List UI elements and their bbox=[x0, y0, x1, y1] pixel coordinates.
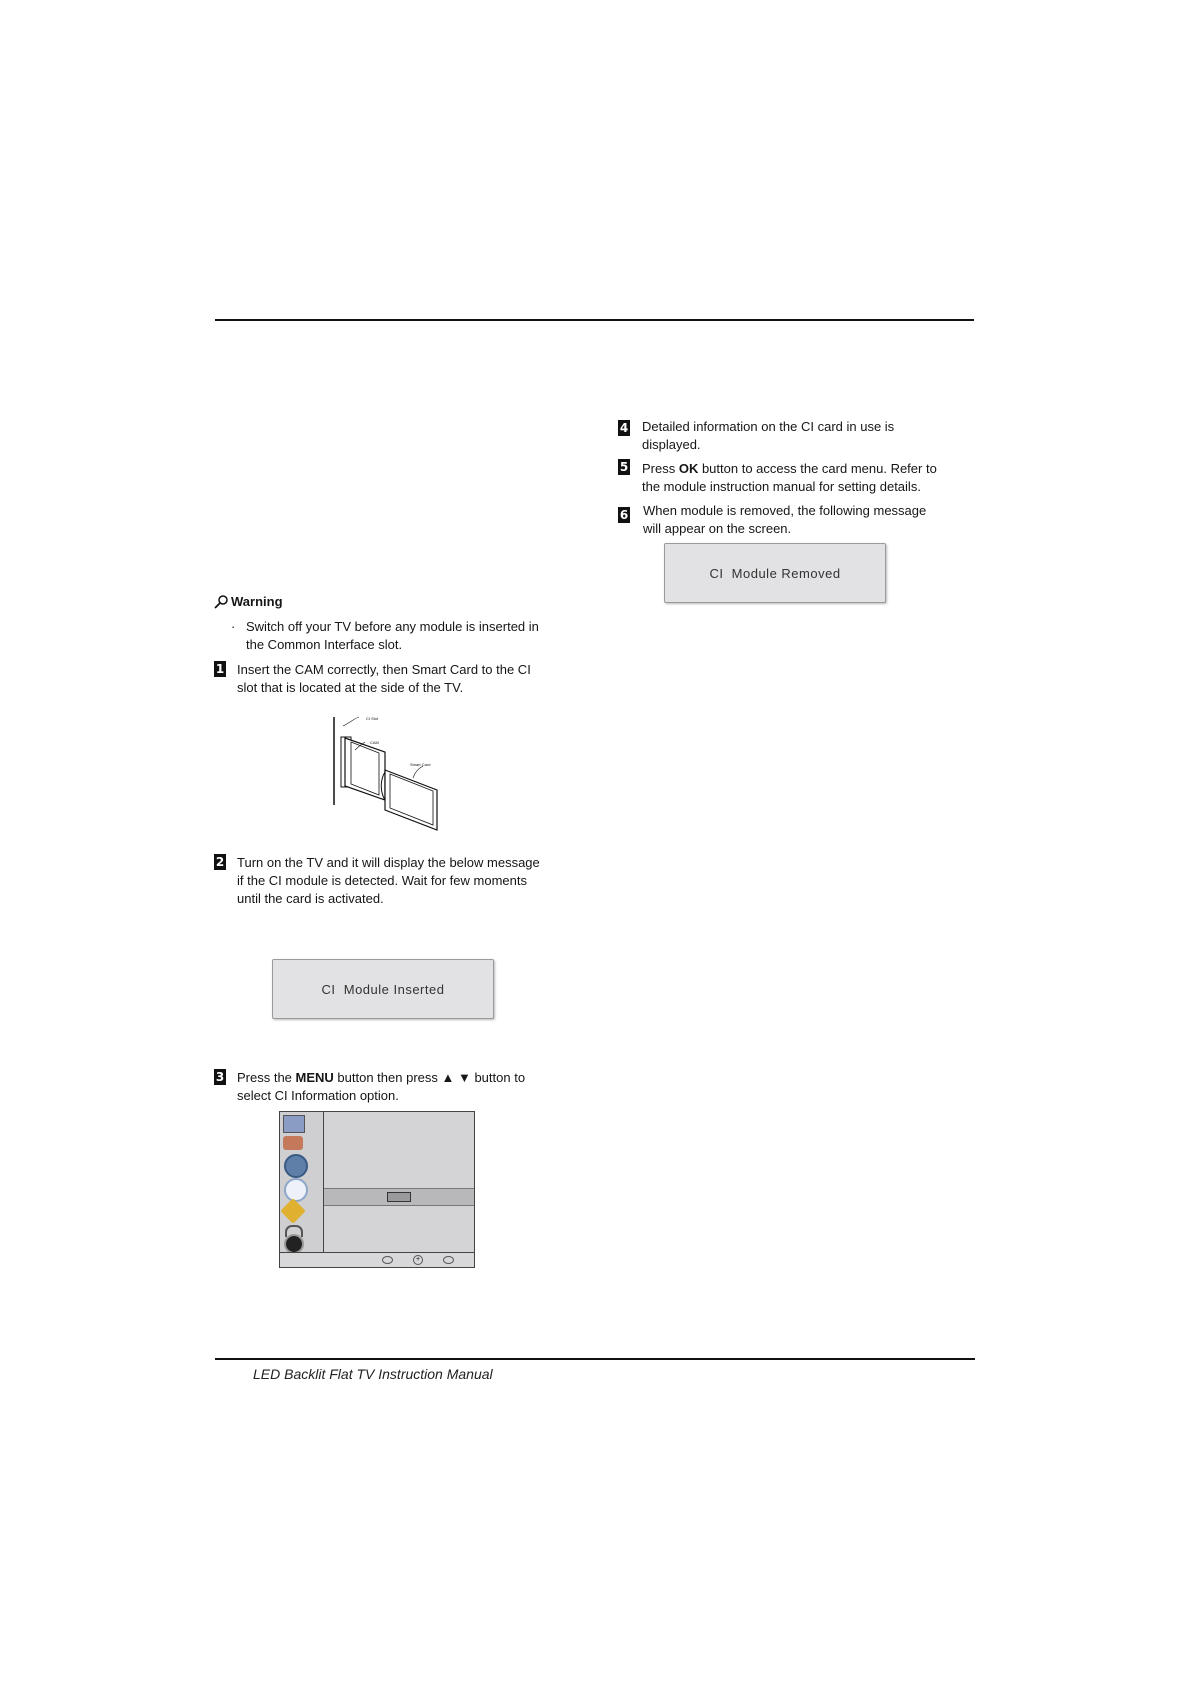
osd-removed-text: CI Module Removed bbox=[709, 565, 841, 581]
step-3-post: button then press ▲ ▼ button to bbox=[333, 1070, 526, 1085]
menu-bottom-bar bbox=[280, 1252, 474, 1267]
step-4-line2: displayed. bbox=[642, 437, 701, 452]
step-4-text bbox=[642, 418, 962, 454]
menu-highlight-row bbox=[324, 1188, 474, 1206]
warning-bullet-line1: Switch off your TV before any module is inserted in bbox=[246, 619, 539, 634]
step-2-line2: if the CI module is detected. Wait for few moments bbox=[237, 873, 527, 888]
step-5-pre: Press bbox=[642, 461, 679, 476]
step-6-number: 6 bbox=[619, 508, 629, 522]
step-5-line2: the module instruction manual for setting details. bbox=[642, 479, 921, 494]
osd-inserted-text: CI Module Inserted bbox=[321, 981, 445, 997]
step-1-line1: Insert the CAM correctly, then Smart Card to the CI bbox=[237, 662, 531, 677]
step-6-line1: When module is removed, the following message bbox=[643, 503, 927, 518]
step-6-line2: will appear on the screen. bbox=[643, 521, 792, 536]
menu-button-label: MENU bbox=[295, 1070, 334, 1085]
cam-insertion-diagram bbox=[325, 712, 475, 837]
bullet-dot: · bbox=[231, 619, 236, 634]
warning-heading bbox=[213, 593, 283, 611]
diagram-label-slot: CI Slot bbox=[366, 716, 379, 721]
step-3-line2: select CI Information option. bbox=[237, 1088, 399, 1103]
step-2-text bbox=[237, 854, 567, 908]
magnifier-icon bbox=[213, 594, 229, 610]
ok-button-label: OK bbox=[678, 461, 699, 476]
exit-key-icon bbox=[443, 1256, 454, 1264]
step-3-number: 3 bbox=[215, 1070, 225, 1084]
step-6-text bbox=[643, 502, 973, 538]
osd-module-removed bbox=[664, 543, 886, 603]
step-4-number: 4 bbox=[619, 421, 629, 435]
warning-title: Warning bbox=[231, 594, 283, 609]
step-1-line2: slot that is located at the side of the TV. bbox=[237, 680, 464, 695]
channel-icon bbox=[284, 1154, 308, 1178]
step-5-line1 bbox=[642, 460, 972, 478]
step-3-text bbox=[237, 1069, 557, 1105]
step-2-number: 2 bbox=[215, 855, 225, 869]
step-1-number: 1 bbox=[215, 662, 225, 676]
diagram-label-cam: CAM bbox=[370, 740, 379, 745]
warning-bullet bbox=[231, 618, 551, 654]
navigate-key-icon: + bbox=[413, 1255, 423, 1265]
menu-sidebar bbox=[280, 1112, 324, 1252]
osd-module-inserted bbox=[272, 959, 494, 1019]
footer-rule bbox=[215, 1358, 975, 1360]
step-3-line1 bbox=[237, 1069, 557, 1087]
step-5-post: button to access the card menu. Refer to bbox=[698, 461, 937, 476]
warning-bullet-line2: the Common Interface slot. bbox=[246, 637, 403, 652]
footer-title: LED Backlit Flat TV Instruction Manual bbox=[253, 1366, 493, 1382]
step-5-number: 5 bbox=[619, 460, 629, 474]
step-5-text bbox=[642, 460, 972, 496]
setup-icon bbox=[280, 1198, 305, 1223]
menu-highlight-box bbox=[387, 1192, 411, 1202]
step-3-pre: Press the bbox=[237, 1070, 296, 1085]
ci-menu-screenshot bbox=[279, 1111, 475, 1268]
picture-icon bbox=[283, 1115, 305, 1133]
time-icon bbox=[284, 1178, 308, 1202]
step-4-line1: Detailed information on the CI card in use is bbox=[642, 419, 895, 434]
diagram-label-card: Smart Card bbox=[410, 762, 431, 767]
source-icon bbox=[284, 1234, 304, 1254]
header-rule bbox=[215, 319, 974, 321]
back-key-icon bbox=[382, 1256, 393, 1264]
step-2-line1: Turn on the TV and it will display the below message bbox=[237, 855, 540, 870]
sound-icon bbox=[283, 1136, 303, 1150]
step-1-text bbox=[237, 661, 557, 697]
step-2-line3: until the card is activated. bbox=[237, 891, 384, 906]
